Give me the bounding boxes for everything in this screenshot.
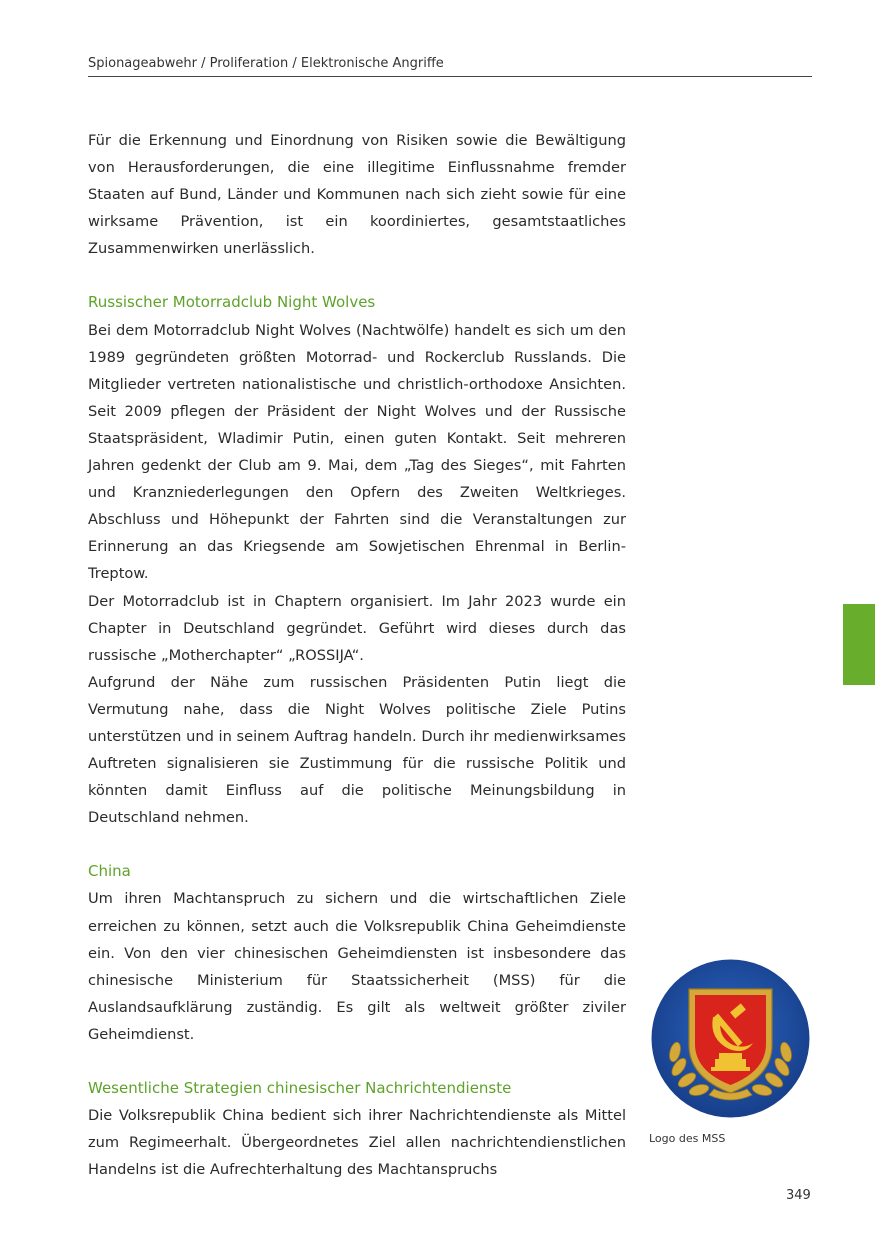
spacer [88, 831, 626, 858]
strategies-paragraph-1: Die Volksrepublik China bedient sich ihrer Nachrichtendienste als Mittel zum Regimeerhalt. Übergeordnetes Ziel allen nachrichtendienstlichen Handelns ist die Aufrechterhaltung des Machtanspruchs [88, 1107, 626, 1179]
spacer [88, 262, 626, 289]
night-wolves-paragraph-3: Aufgrund der Nähe zum russischen Präsidenten Putin liegt die Vermutung nahe, dass die Night Wolves politische Ziele Putins unterstützen und in seinem Auftrag handeln. Durch ihr medienwirksames Auftreten signalisieren sie Zustimmung für die russische Politik und könnten damit Einfluss auf die politische Meinungsbildung in Deutschland nehmen. [88, 673, 626, 827]
night-wolves-paragraph-1: Bei dem Motorradclub Night Wolves (Nachtwölfe) handelt es sich um den 1989 gegründeten größten Motorrad- und Rockerclub Russlands. Die Mitglieder vertreten nationalistische und christlich-orthodoxe Ansichten. Seit 2009 pflegen der Präsident der Night Wolves und der Russische Staatspräsident, Wladimir Putin, einen guten Kontakt. Seit mehreren Jahren gedenkt der Club am 9. Mai, dem „Tag des Sieges“, mit Fahrten und Kranzniederlegungen den Opfern des Zweiten Weltkrieges. Abschluss und Höhepunkt der Fahrten sind die Veranstaltungen zur Erinnerung an das Kriegsende am Sowjetischen Ehrenmal in Berlin-Treptow. [88, 321, 626, 583]
main-text-column [88, 127, 626, 1183]
running-header: Spionageabwehr / Proliferation / Elektronische Angriffe [88, 56, 812, 77]
spacer [88, 1048, 626, 1075]
mss-logo [651, 959, 810, 1118]
china-paragraph-1: Um ihren Machtanspruch zu sichern und die wirtschaftlichen Ziele erreichen zu können, setzt auch die Volksrepublik China Geheimdienste ein. Von den vier chinesischen Geheimdiensten ist insbesondere das chinesische Ministerium für Staatssicherheit (MSS) für die Auslandsaufklärung zuständig. Es gilt als weltweit größter ziviler Geheimdienst. [88, 890, 626, 1043]
page-number: 349 [786, 1188, 811, 1203]
heading-strategies: Wesentliche Strategien chinesischer Nachrichtendienste [88, 1079, 512, 1097]
night-wolves-paragraph-2: Der Motorradclub ist in Chaptern organisiert. Im Jahr 2023 wurde ein Chapter in Deutschland gegründet. Geführt wird dieses durch das russische „Motherchapter“ „ROSSIJA“. [88, 592, 626, 664]
heading-night-wolves: Russischer Motorradclub Night Wolves [88, 293, 376, 312]
logo-caption: Logo des MSS [649, 1132, 726, 1145]
heading-china: China [88, 862, 131, 881]
mss-emblem-icon [651, 959, 810, 1118]
chapter-tab-marker [843, 604, 875, 685]
intro-paragraph: Für die Erkennung und Einordnung von Risiken sowie die Bewältigung von Herausforderungen, die eine illegitime Einflussnahme fremder Staaten auf Bund, Länder und Kommunen nach sich zieht sowie für eine wirksame Prävention, ist ein koordiniertes, gesamtstaatliches Zusammenwirken unerlässlich. [88, 132, 626, 258]
